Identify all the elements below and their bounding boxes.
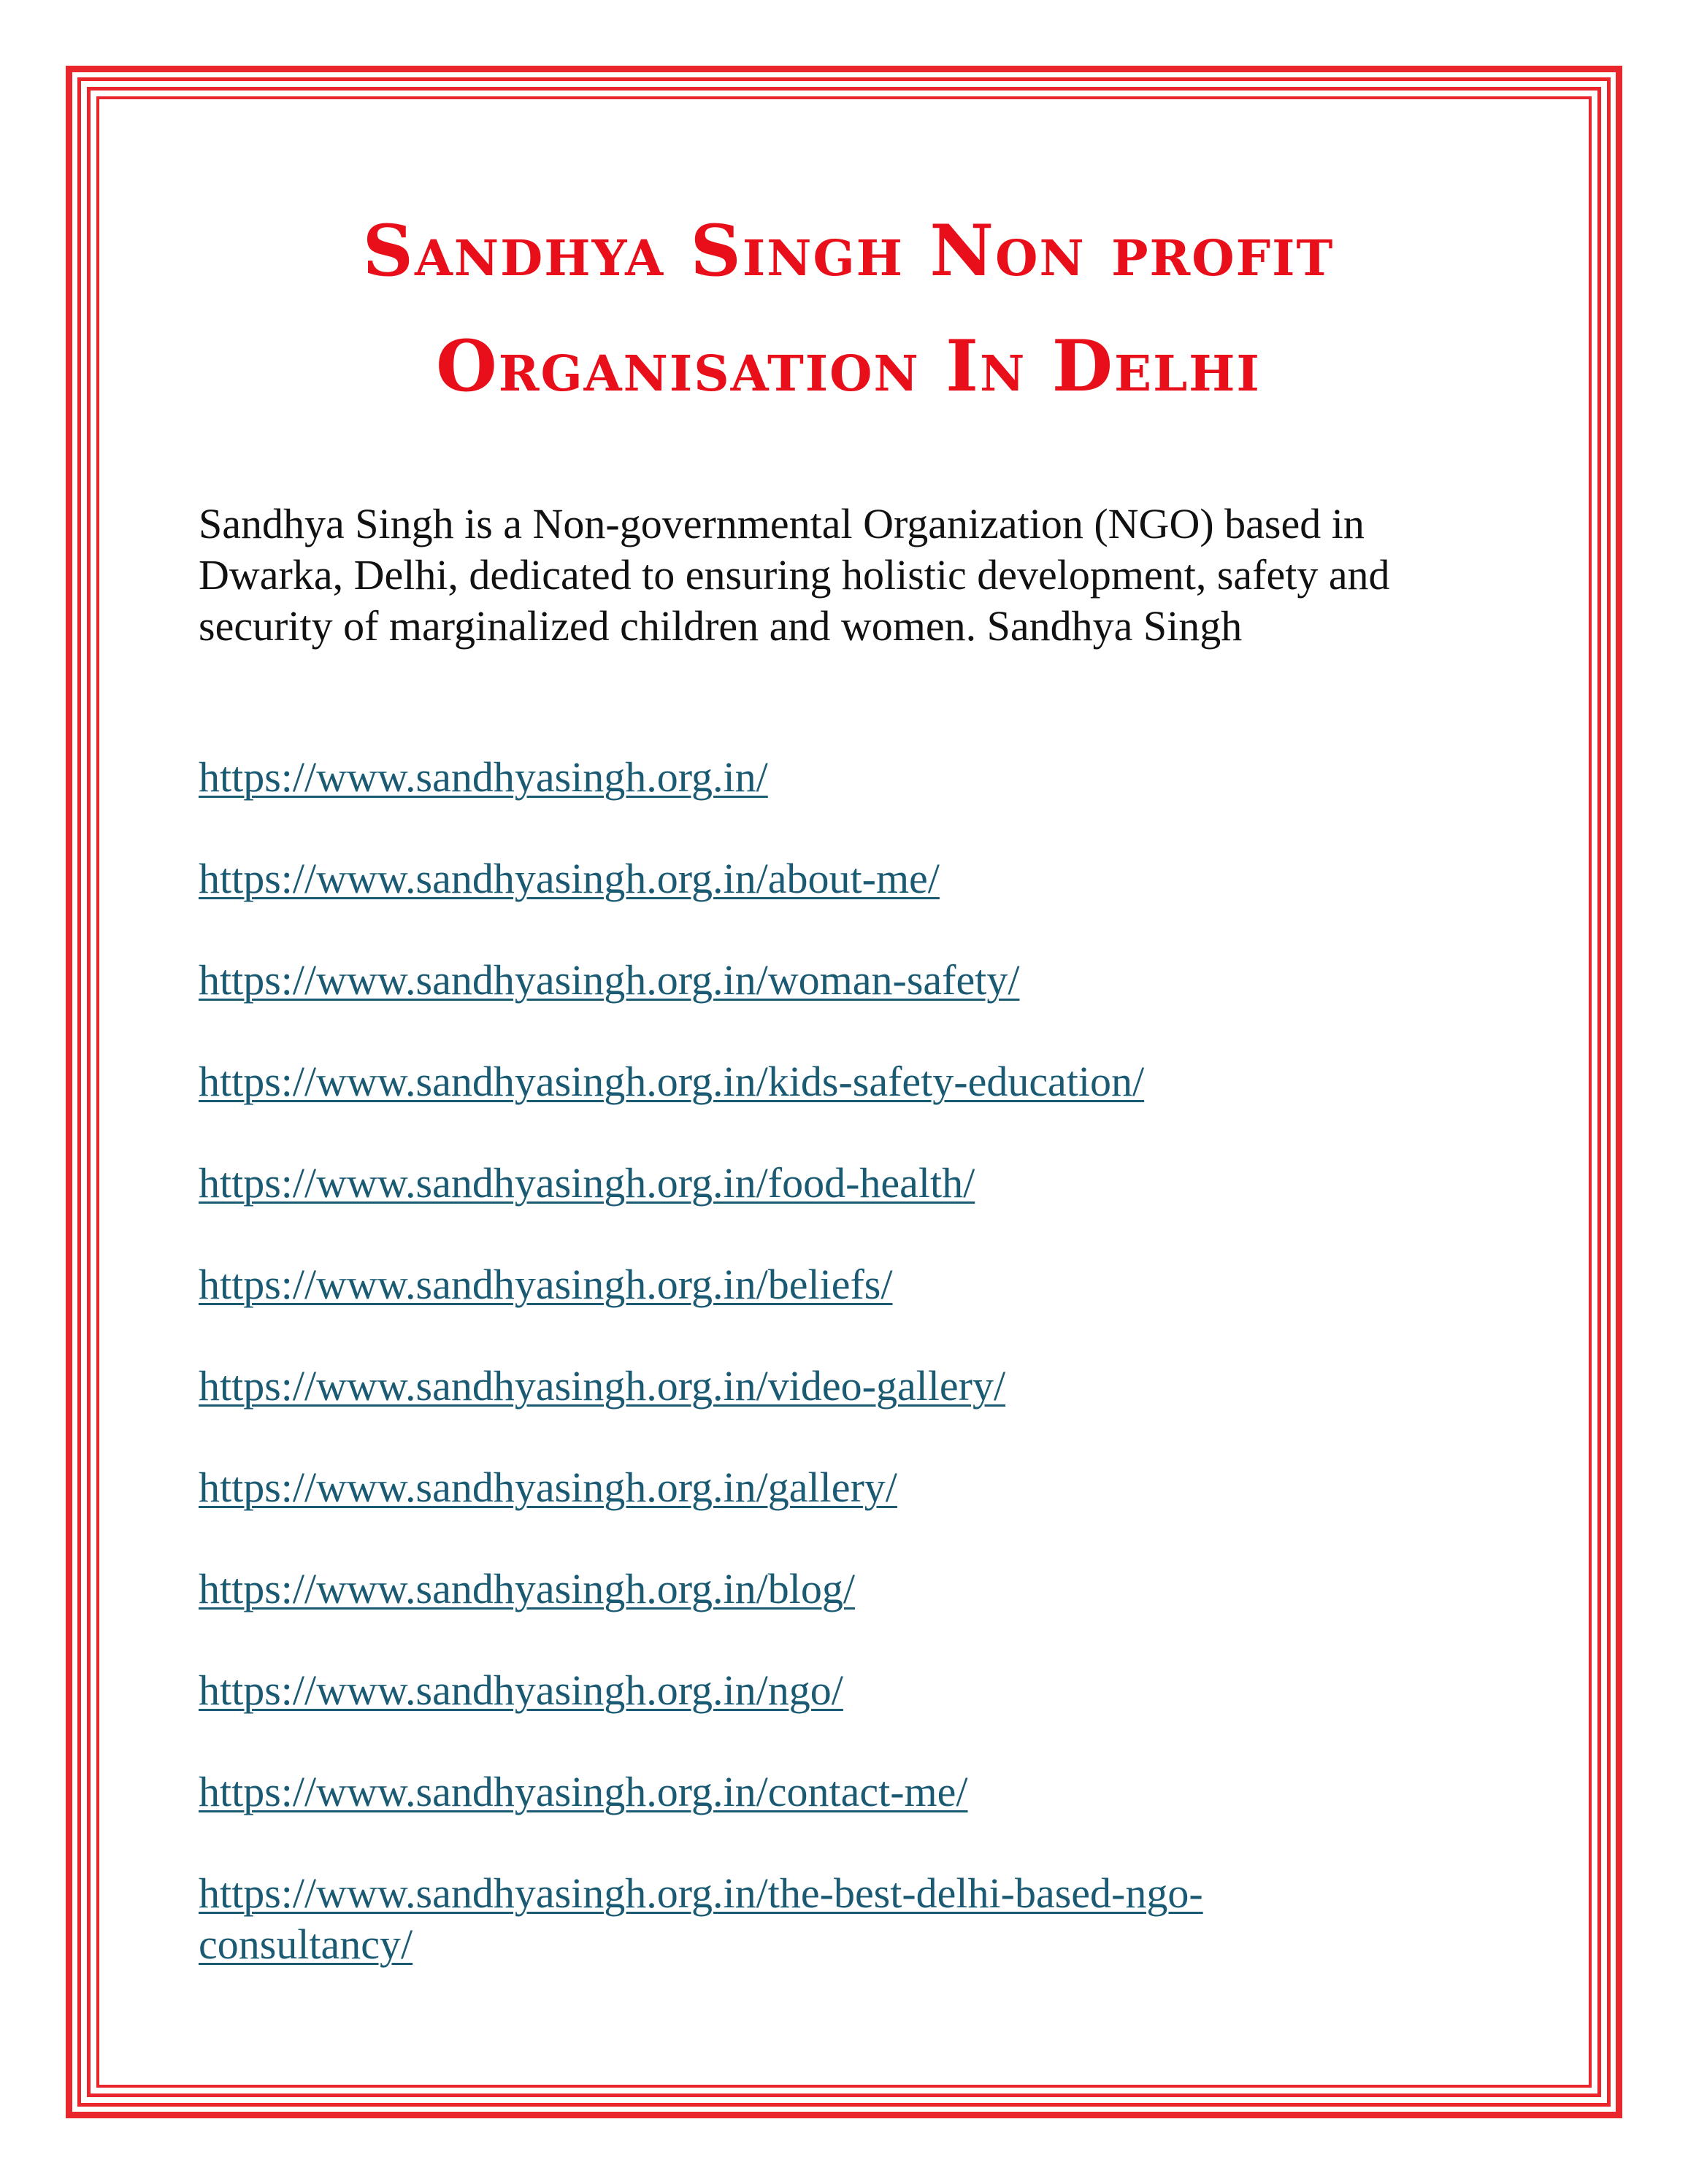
link-home[interactable]: https://www.sandhyasingh.org.in/ xyxy=(199,753,768,801)
link-item xyxy=(199,1361,1498,1462)
link-ngo-consultancy[interactable]: https://www.sandhyasingh.org.in/the-best-delhi-based-ngo-consultancy/ xyxy=(199,1869,1203,1968)
intro-paragraph: Sandhya Singh is a Non-governmental Organization (NGO) based in Dwarka, Delhi, dedicated to ensuring holistic development, safety and security of marginalized children and women. Sandhya Singh xyxy=(199,500,1390,650)
link-kids-safety-education[interactable]: https://www.sandhyasingh.org.in/kids-safety-education/ xyxy=(199,1058,1145,1105)
link-beliefs[interactable]: https://www.sandhyasingh.org.in/beliefs/ xyxy=(199,1261,893,1308)
link-item xyxy=(199,1056,1498,1158)
link-woman-safety[interactable]: https://www.sandhyasingh.org.in/woman-safety/ xyxy=(199,956,1020,1004)
link-item xyxy=(199,1766,1498,1868)
link-video-gallery[interactable]: https://www.sandhyasingh.org.in/video-gallery/ xyxy=(199,1362,1006,1410)
document-title: Sandhya Singh Non profit Organisation In Delhi xyxy=(362,209,1335,407)
link-about-me[interactable]: https://www.sandhyasingh.org.in/about-me/ xyxy=(199,855,940,902)
link-item xyxy=(199,1665,1498,1766)
link-item xyxy=(199,1158,1498,1259)
link-list xyxy=(199,752,1498,1970)
link-item xyxy=(199,1868,1498,1970)
link-item xyxy=(199,1462,1498,1564)
link-item xyxy=(199,955,1498,1056)
link-ngo[interactable]: https://www.sandhyasingh.org.in/ngo/ xyxy=(199,1666,843,1714)
link-food-health[interactable]: https://www.sandhyasingh.org.in/food-health/ xyxy=(199,1159,975,1207)
link-item xyxy=(199,752,1498,853)
link-item xyxy=(199,1259,1498,1361)
link-item xyxy=(199,1564,1498,1665)
link-contact-me[interactable]: https://www.sandhyasingh.org.in/contact-me/ xyxy=(199,1768,968,1815)
link-gallery[interactable]: https://www.sandhyasingh.org.in/gallery/ xyxy=(199,1464,897,1511)
link-item xyxy=(199,853,1498,955)
link-blog[interactable]: https://www.sandhyasingh.org.in/blog/ xyxy=(199,1565,855,1612)
